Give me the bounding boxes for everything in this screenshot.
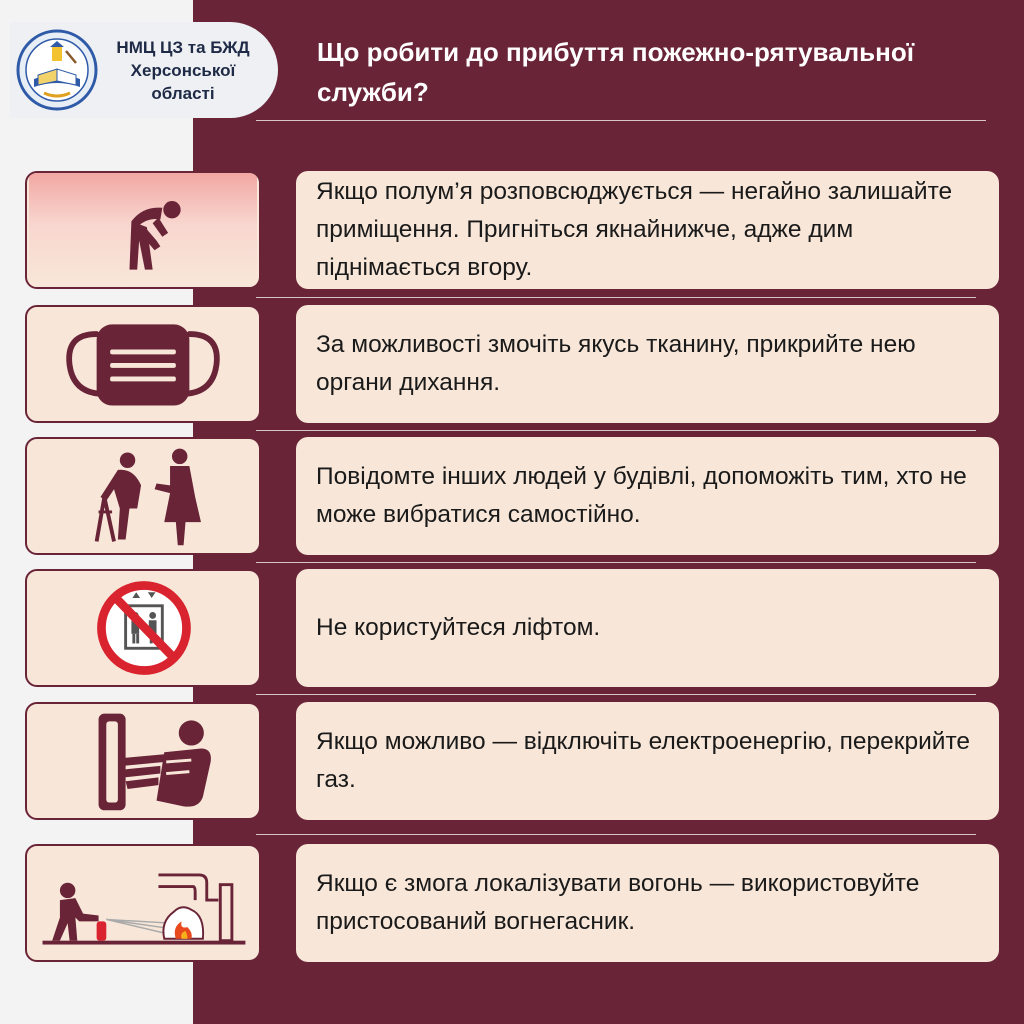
step-icon-card (25, 437, 261, 555)
divider (256, 562, 976, 563)
helping-elderly-icon (27, 439, 259, 553)
step-text-card (296, 569, 999, 687)
step-text: Якщо полум’я розповсюджується — негайно залишайте приміщення. Пригніться якнайнижче, адже дим піднімається вгору. (316, 178, 953, 281)
step-text: За можливості змочіть якусь тканину, прикрийте нею органи дихання. (316, 331, 916, 396)
step-icon-card (25, 305, 261, 423)
no-elevator-icon (27, 571, 259, 685)
emblem-icon (16, 29, 98, 111)
step-text: Не користуйтеся ліфтом. (316, 614, 601, 641)
fire-extinguisher-icon (27, 846, 259, 960)
step-icon-card (25, 702, 261, 820)
hand-switch-icon (27, 704, 259, 818)
step-text: Якщо є змога локалізувати вогонь — використовуйте пристосований вогнегасник. (316, 870, 920, 935)
crouching-person-icon (27, 173, 259, 287)
step-text-card (296, 702, 999, 820)
logo-badge (10, 22, 278, 118)
step-icon-card (25, 171, 261, 289)
page-title: Що робити до прибуття пожежно-рятувальної служби? (317, 37, 915, 107)
divider (256, 430, 976, 431)
step-text: Повідомте інших людей у будівлі, допоможіть тим, хто не може вибратися самостійно. (316, 463, 967, 528)
divider (256, 694, 976, 695)
logo-text: НМЦ ЦЗ та БЖД Херсонської області (116, 37, 250, 103)
step-icon-card (25, 569, 261, 687)
step-text-card (296, 171, 999, 289)
step-text-card (296, 437, 999, 555)
step-icon-card (25, 844, 261, 962)
step-text: Якщо можливо — відключіть електроенергію, перекрийте газ. (316, 728, 971, 793)
step-text-card (296, 844, 999, 962)
step-text-card (296, 305, 999, 423)
title-divider (256, 120, 986, 121)
divider (256, 834, 976, 835)
face-mask-icon (27, 307, 259, 421)
divider (256, 297, 976, 298)
